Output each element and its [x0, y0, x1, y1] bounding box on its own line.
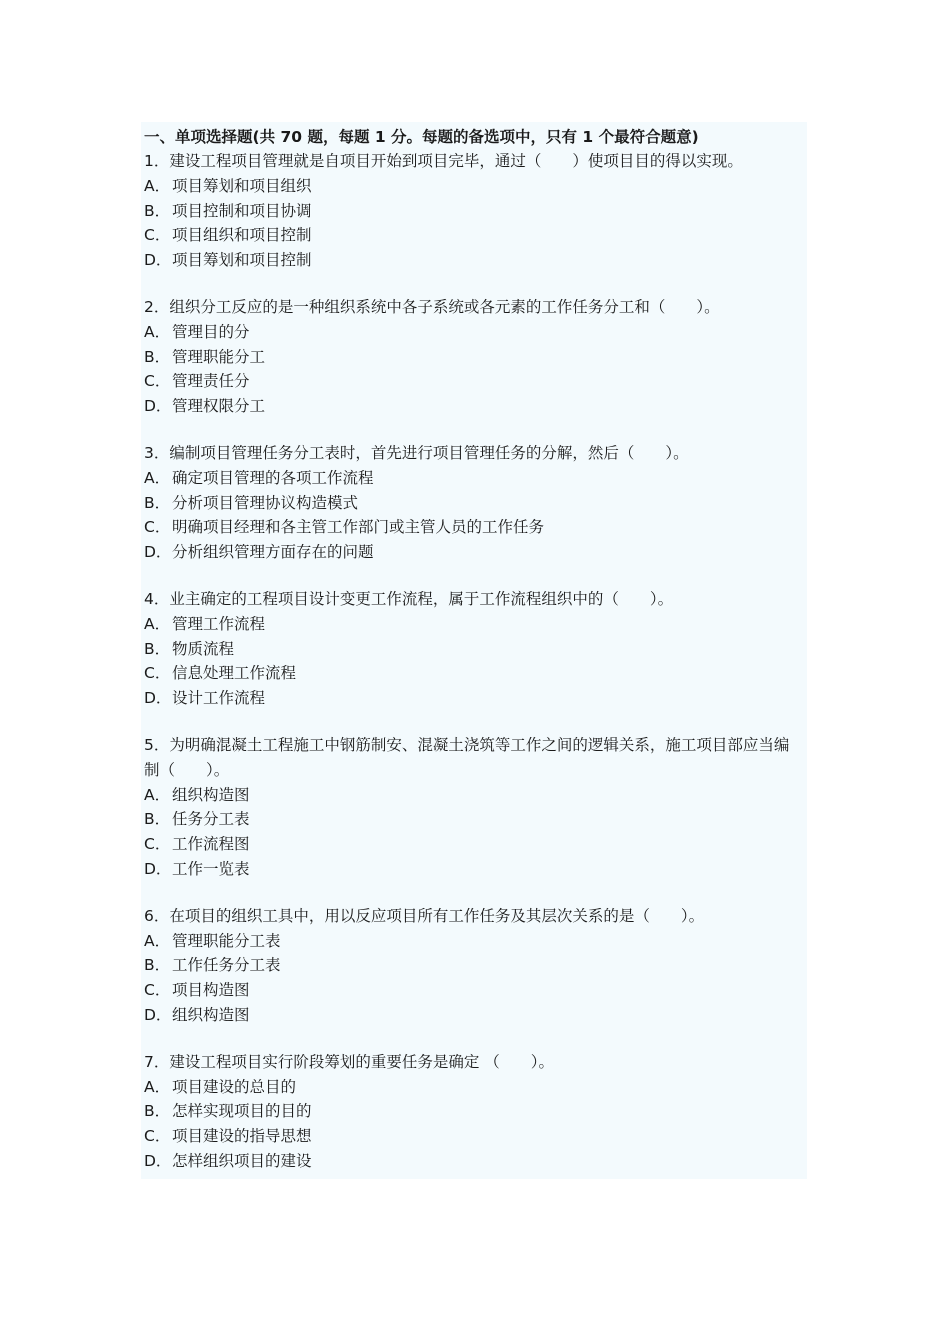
option-letter: D．: [144, 689, 172, 708]
option-a: [144, 612, 807, 637]
option-letter: A．: [144, 1077, 171, 1096]
option-text: 项目组织和项目控制: [172, 226, 312, 245]
option-d: [144, 857, 807, 882]
option-letter: B．: [144, 639, 171, 658]
option-letter: B．: [144, 493, 171, 512]
question-5: [144, 733, 807, 882]
option-a: [144, 1075, 807, 1100]
option-text: 项目控制和项目协调: [172, 201, 312, 220]
option-c: [144, 223, 807, 248]
option-letter: C．: [144, 664, 171, 683]
option-text: 物质流程: [172, 639, 235, 658]
option-letter: A．: [144, 322, 171, 341]
option-d: [144, 686, 807, 711]
option-text: 项目筹划和项目控制: [172, 251, 312, 270]
document-body: [141, 122, 807, 1179]
question-text: 6．在项目的组织工具中，用以反应项目所有工作任务及其层次关系的是（ ）。: [144, 906, 705, 925]
option-text: 管理职能分工: [172, 347, 266, 366]
option-a: [144, 320, 807, 345]
option-a: [144, 929, 807, 954]
option-letter: C．: [144, 372, 171, 391]
option-text: 管理责任分: [172, 372, 250, 391]
option-text: 项目构造图: [172, 981, 250, 1000]
option-letter: C．: [144, 518, 171, 537]
option-text: 确定项目管理的各项工作流程: [172, 468, 374, 487]
option-letter: A．: [144, 931, 171, 950]
option-text: 组织构造图: [172, 785, 250, 804]
question-text: 5．为明确混凝土工程施工中钢筋制安、混凝土浇筑等工作之间的逻辑关系，施工项目部应当编制（ ）。: [144, 735, 790, 779]
option-letter: B．: [144, 810, 171, 829]
option-letter: A．: [144, 785, 171, 804]
option-text: 工作一览表: [172, 859, 250, 878]
option-letter: A．: [144, 468, 171, 487]
option-text: 设计工作流程: [172, 689, 266, 708]
option-text: 工作流程图: [172, 835, 250, 854]
question-text: 4．业主确定的工程项目设计变更工作流程，属于工作流程组织中的（ ）。: [144, 589, 674, 608]
option-text: 怎样组织项目的建设: [172, 1151, 312, 1170]
option-c: [144, 661, 807, 686]
option-text: 管理权限分工: [172, 397, 266, 416]
option-text: 管理目的分: [172, 322, 250, 341]
option-d: [144, 1149, 807, 1174]
question-text: 3．编制项目管理任务分工表时，首先进行项目管理任务的分解，然后（ ）。: [144, 443, 689, 462]
question-7: [144, 1050, 807, 1174]
option-text: 工作任务分工表: [172, 956, 281, 975]
option-a: [144, 466, 807, 491]
question-text: 1．建设工程项目管理就是自项目开始到项目完毕，通过（ ）使项目目的得以实现。: [144, 152, 743, 170]
option-letter: C．: [144, 981, 171, 1000]
option-text: 明确项目经理和各主管工作部门或主管人员的工作任务: [172, 518, 545, 537]
option-text: 分析组织管理方面存在的问题: [172, 543, 374, 562]
question-list: [144, 149, 807, 1174]
option-text: 项目建设的总目的: [172, 1077, 297, 1096]
question-4: [144, 587, 807, 711]
option-text: 分析项目管理协议构造模式: [172, 493, 359, 512]
option-letter: D．: [144, 1005, 172, 1024]
option-text: 项目筹划和项目组织: [172, 176, 312, 195]
option-letter: D．: [144, 1151, 172, 1170]
option-text: 项目建设的指导思想: [172, 1127, 312, 1146]
option-letter: B．: [144, 201, 171, 220]
option-b: [144, 953, 807, 978]
option-letter: A．: [144, 176, 171, 195]
option-letter: B．: [144, 956, 171, 975]
option-letter: B．: [144, 1102, 171, 1121]
question-1: [144, 149, 807, 273]
option-c: [144, 515, 807, 540]
option-letter: D．: [144, 543, 172, 562]
option-letter: D．: [144, 859, 172, 878]
question-6: [144, 904, 807, 1028]
question-text: 7．建设工程项目实行阶段筹划的重要任务是确定 （ ）。: [144, 1052, 555, 1071]
question-2: [144, 295, 807, 419]
option-c: [144, 369, 807, 394]
option-c: [144, 1124, 807, 1149]
option-d: [144, 1003, 807, 1028]
option-text: 组织构造图: [172, 1005, 250, 1024]
option-c: [144, 978, 807, 1003]
option-letter: C．: [144, 226, 171, 245]
option-letter: B．: [144, 347, 171, 366]
option-b: [144, 637, 807, 662]
section-title: 一、单项选择题(共 70 题，每题 1 分。每题的备选项中，只有 1 个最符合题意): [144, 128, 699, 146]
option-letter: C．: [144, 835, 171, 854]
option-text: 任务分工表: [172, 810, 250, 829]
option-letter: A．: [144, 614, 171, 633]
option-d: [144, 248, 807, 273]
option-text: 怎样实现项目的目的: [172, 1102, 312, 1121]
option-text: 管理工作流程: [172, 614, 266, 633]
option-c: [144, 832, 807, 857]
option-letter: D．: [144, 251, 172, 270]
option-b: [144, 345, 807, 370]
option-b: [144, 199, 807, 224]
option-b: [144, 1099, 807, 1124]
option-text: 管理职能分工表: [172, 931, 281, 950]
option-letter: C．: [144, 1127, 171, 1146]
option-d: [144, 540, 807, 565]
question-3: [144, 441, 807, 565]
option-b: [144, 491, 807, 516]
option-b: [144, 807, 807, 832]
option-d: [144, 394, 807, 419]
option-a: [144, 174, 807, 199]
option-a: [144, 783, 807, 808]
option-text: 信息处理工作流程: [172, 664, 297, 683]
question-text: 2．组织分工反应的是一种组织系统中各子系统或各元素的工作任务分工和（ ）。: [144, 297, 720, 316]
option-letter: D．: [144, 397, 172, 416]
